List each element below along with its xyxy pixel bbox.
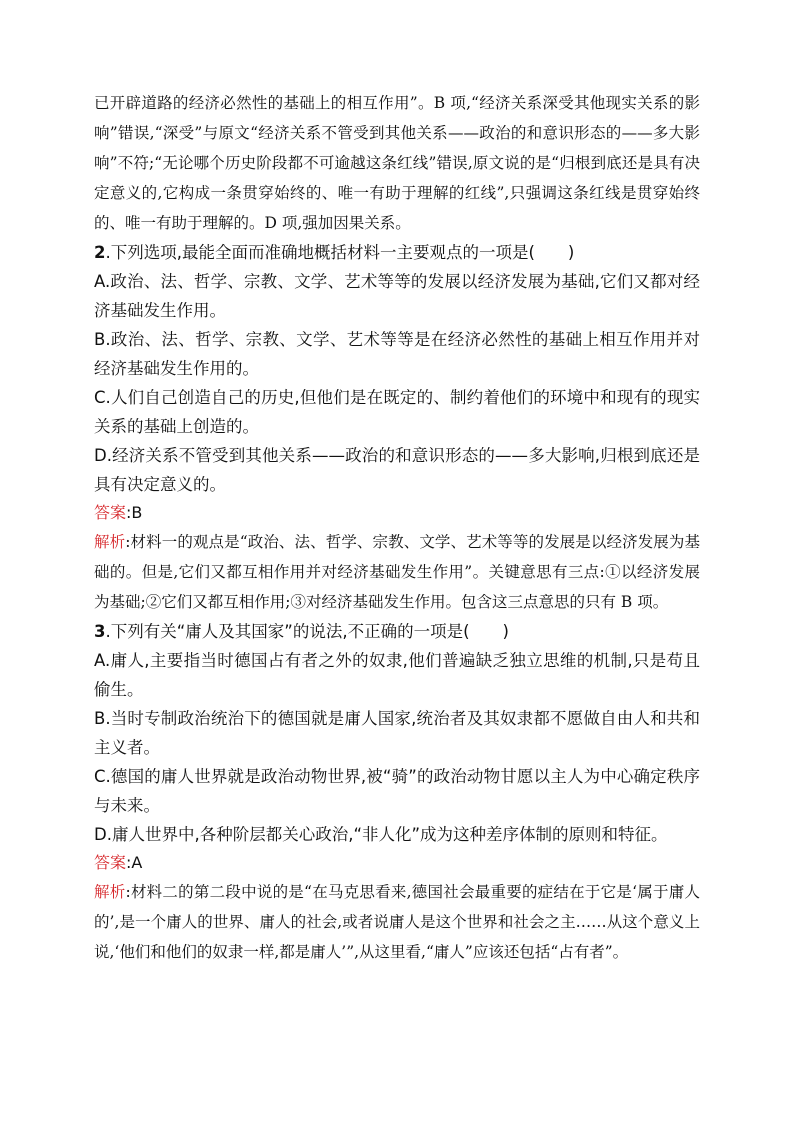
question-2-option-c: C.人们自己创造自己的历史,但他们是在既定的、制约着他们的环境中和现有的现实关系的基础上创造的。 <box>94 388 700 436</box>
analysis-label: 解析 <box>94 533 126 551</box>
question-3-option-d: D.庸人世界中,各种阶层都关心政治,“非人化”成为这种差序体制的原则和特征。 <box>94 825 668 844</box>
answer-value: :B <box>126 503 143 522</box>
analysis-text: :材料一的观点是“政治、法、哲学、宗教、文学、艺术等等的发展是以经济发展为基础的。但是,它们又都互相作用并对经济基础发生作用”。关键意思有三点:①以经济发展为基础;②它们又都互相作用;③对经济基础发生作用。包含这三点意思的只有 B 项。 <box>94 533 700 611</box>
question-2-option-d: D.经济关系不管受到其他关系——政治的和意识形态的——多大影响,归根到底还是具有决定意义的。 <box>94 446 700 494</box>
document-page <box>94 88 700 967</box>
question-3-text: .下列有关“庸人及其国家”的说法,不正确的一项是( ) <box>105 622 509 641</box>
question-2-option-b: B.政治、法、哲学、宗教、文学、艺术等等是在经济必然性的基础上相互作用并对经济基础发生作用的。 <box>94 330 700 378</box>
question-3 <box>94 617 700 967</box>
question-2-number: 2 <box>94 243 106 262</box>
answer-label: 答案 <box>94 503 127 522</box>
question-3-option-b: B.当时专制政治统治下的德国就是庸人国家,统治者及其奴隶都不愿做自由人和共和主义者。 <box>94 709 700 757</box>
answer-label: 答案 <box>94 853 127 872</box>
question-3-option-c: C.德国的庸人世界就是政治动物世界,被“骑”的政治动物甘愿以主人为中心确定秩序与未来。 <box>94 767 700 815</box>
question-2-answer <box>94 499 700 527</box>
question-3-analysis <box>94 877 700 967</box>
prev-analysis-continuation: 已开辟道路的经济必然性的基础上的相互作用”。B 项,“经济关系深受其他现实关系的影响”错误,“深受”与原文“经济关系不管受到其他关系——政治的和意识形态的——多大影响”不符;“无论哪个历史阶段都不可逾越这条红线”错误,原文说的是“归根到底还是具有决定意义的,它构成一条贯穿始终的、唯一有助于理解的红线”,只强调这条红线是贯穿始终的、唯一有助于理解的。D 项,强加因果关系。 <box>94 94 700 232</box>
question-2-text: .下列选项,最能全面而准确地概括材料一主要观点的一项是( ) <box>105 243 575 262</box>
analysis-label: 解析 <box>94 883 126 901</box>
analysis-text: :材料二的第二段中说的是“在马克思看来,德国社会最重要的症结在于它是‘属于庸人的’,是一个庸人的世界、庸人的社会,或者说庸人是这个世界和社会之主……从这个意义上说,‘他们和他们的奴隶一样,都是庸人’”,从这里看,“庸人”应该还包括“占有者”。 <box>94 883 700 961</box>
question-2-option-a: A.政治、法、哲学、宗教、文学、艺术等等的发展以经济发展为基础,它们又都对经济基础发生作用。 <box>94 272 700 320</box>
answer-value: :A <box>126 853 143 872</box>
question-3-option-a: A.庸人,主要指当时德国占有者之外的奴隶,他们普遍缺乏独立思维的机制,只是苟且偷生。 <box>94 651 700 699</box>
question-3-stem <box>94 617 700 646</box>
question-3-answer <box>94 849 700 877</box>
question-2 <box>94 238 700 617</box>
question-2-analysis <box>94 527 700 617</box>
question-2-stem <box>94 238 700 267</box>
question-3-number: 3 <box>94 622 106 641</box>
